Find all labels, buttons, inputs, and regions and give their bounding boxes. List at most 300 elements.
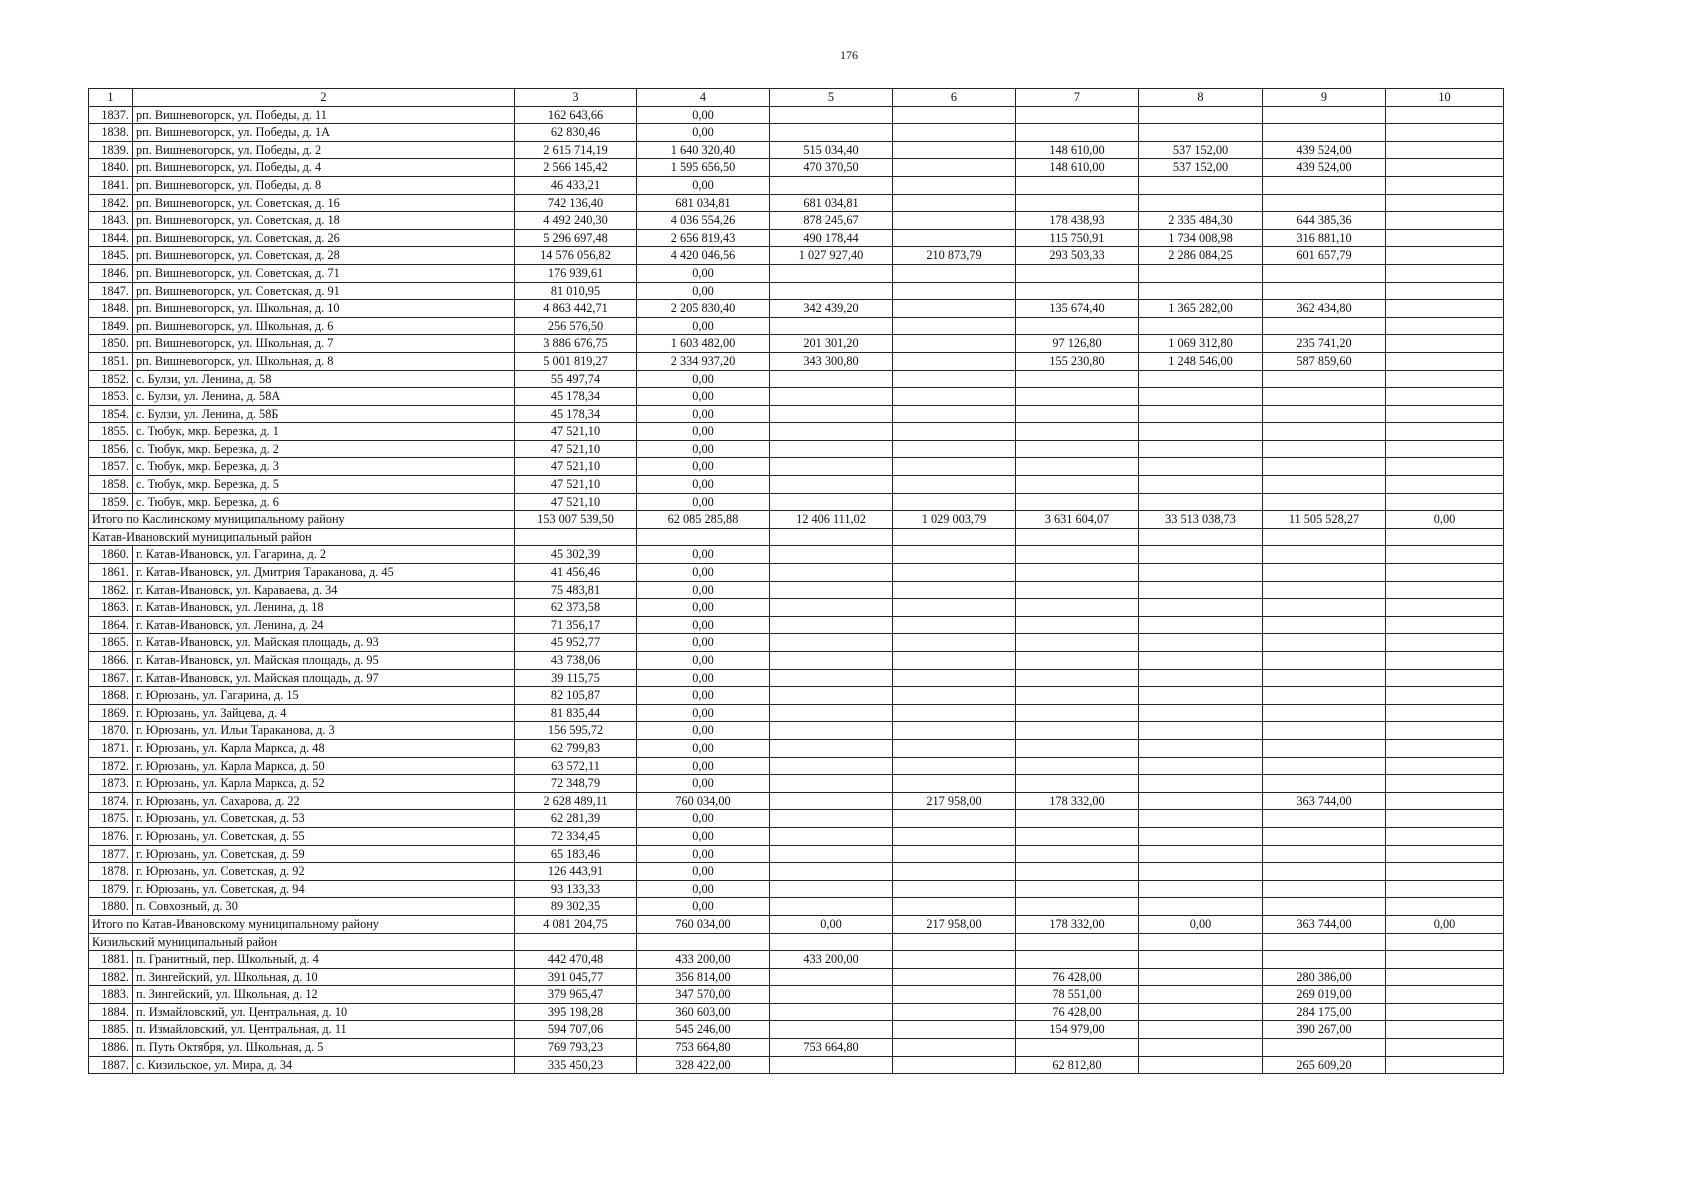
- total-value: 3 631 604,07: [1016, 511, 1139, 529]
- value-cell: 0,00: [637, 493, 770, 511]
- address-cell: г. Юрюзань, ул. Сахарова, д. 22: [133, 792, 515, 810]
- value-cell: 5 296 697,48: [515, 229, 637, 247]
- value-cell: [1386, 1039, 1504, 1057]
- value-cell: [770, 388, 893, 406]
- value-cell: [1139, 652, 1263, 670]
- value-cell: 0,00: [637, 282, 770, 300]
- value-cell: 115 750,91: [1016, 229, 1139, 247]
- value-cell: [1263, 405, 1386, 423]
- value-cell: [1016, 880, 1139, 898]
- table-row: [89, 388, 1504, 406]
- value-cell: [893, 599, 1016, 617]
- table-row: [89, 493, 1504, 511]
- table-row: [89, 986, 1504, 1004]
- value-cell: 97 126,80: [1016, 335, 1139, 353]
- value-cell: [1263, 176, 1386, 194]
- address-cell: г. Катав-Ивановск, ул. Караваева, д. 34: [133, 581, 515, 599]
- value-cell: [1139, 968, 1263, 986]
- value-cell: [893, 757, 1016, 775]
- value-cell: [770, 792, 893, 810]
- address-cell: рп. Вишневогорск, ул. Победы, д. 11: [133, 106, 515, 124]
- address-cell: г. Юрюзань, ул. Карла Маркса, д. 48: [133, 739, 515, 757]
- address-cell: п. Совхозный, д. 30: [133, 898, 515, 916]
- address-cell: с. Кизильское, ул. Мира, д. 34: [133, 1056, 515, 1074]
- value-cell: 433 200,00: [637, 951, 770, 969]
- empty-cell: [770, 528, 893, 546]
- value-cell: 81 835,44: [515, 704, 637, 722]
- value-cell: [1016, 106, 1139, 124]
- total-value: 760 034,00: [637, 915, 770, 933]
- address-cell: г. Катав-Ивановск, ул. Ленина, д. 24: [133, 616, 515, 634]
- value-cell: 545 246,00: [637, 1021, 770, 1039]
- section-label: Катав-Ивановский муниципальный район: [89, 528, 515, 546]
- address-cell: с. Тюбук, мкр. Березка, д. 5: [133, 476, 515, 494]
- value-cell: 4 420 046,56: [637, 247, 770, 265]
- value-cell: 1 248 546,00: [1139, 352, 1263, 370]
- value-cell: [1386, 229, 1504, 247]
- value-cell: [893, 282, 1016, 300]
- value-cell: 0,00: [637, 827, 770, 845]
- table-row: [89, 951, 1504, 969]
- value-cell: 2 286 084,25: [1139, 247, 1263, 265]
- row-number: 1851.: [89, 352, 133, 370]
- table-row: [89, 757, 1504, 775]
- value-cell: [893, 968, 1016, 986]
- address-cell: п. Зингейский, ул. Школьная, д. 12: [133, 986, 515, 1004]
- value-cell: [1263, 880, 1386, 898]
- value-cell: [1139, 440, 1263, 458]
- value-cell: [1263, 704, 1386, 722]
- value-cell: 41 456,46: [515, 564, 637, 582]
- row-number: 1844.: [89, 229, 133, 247]
- value-cell: [1263, 564, 1386, 582]
- value-cell: 0,00: [637, 581, 770, 599]
- value-cell: [1139, 757, 1263, 775]
- address-cell: с. Булзи, ул. Ленина, д. 58А: [133, 388, 515, 406]
- value-cell: [770, 458, 893, 476]
- value-cell: 878 245,67: [770, 212, 893, 230]
- empty-cell: [637, 933, 770, 951]
- value-cell: 2 335 484,30: [1139, 212, 1263, 230]
- column-header-row: [89, 89, 1504, 107]
- value-cell: [1016, 458, 1139, 476]
- value-cell: [1386, 194, 1504, 212]
- value-cell: [1263, 845, 1386, 863]
- row-number: 1883.: [89, 986, 133, 1004]
- value-cell: 62 373,58: [515, 599, 637, 617]
- value-cell: 433 200,00: [770, 951, 893, 969]
- value-cell: [1263, 370, 1386, 388]
- value-cell: [1386, 757, 1504, 775]
- value-cell: [893, 581, 1016, 599]
- value-cell: [1386, 827, 1504, 845]
- value-cell: 356 814,00: [637, 968, 770, 986]
- value-cell: [1263, 757, 1386, 775]
- address-cell: рп. Вишневогорск, ул. Школьная, д. 8: [133, 352, 515, 370]
- value-cell: [893, 388, 1016, 406]
- value-cell: [770, 898, 893, 916]
- value-cell: 439 524,00: [1263, 159, 1386, 177]
- row-number: 1850.: [89, 335, 133, 353]
- value-cell: [893, 458, 1016, 476]
- value-cell: [770, 669, 893, 687]
- address-cell: п. Гранитный, пер. Школьный, д. 4: [133, 951, 515, 969]
- table-row: [89, 352, 1504, 370]
- value-cell: [770, 616, 893, 634]
- value-cell: 47 521,10: [515, 440, 637, 458]
- row-number: 1870.: [89, 722, 133, 740]
- value-cell: 39 115,75: [515, 669, 637, 687]
- value-cell: 0,00: [637, 405, 770, 423]
- value-cell: 62 281,39: [515, 810, 637, 828]
- value-cell: [1016, 370, 1139, 388]
- row-number: 1858.: [89, 476, 133, 494]
- value-cell: 1 640 320,40: [637, 141, 770, 159]
- value-cell: [1263, 282, 1386, 300]
- value-cell: [1263, 810, 1386, 828]
- value-cell: [770, 810, 893, 828]
- total-value: 217 958,00: [893, 915, 1016, 933]
- table-row: [89, 1021, 1504, 1039]
- value-cell: [770, 863, 893, 881]
- value-cell: [1016, 704, 1139, 722]
- address-cell: г. Юрюзань, ул. Ильи Тараканова, д. 3: [133, 722, 515, 740]
- row-number: 1845.: [89, 247, 133, 265]
- table-row: [89, 827, 1504, 845]
- value-cell: [1139, 827, 1263, 845]
- column-header: 7: [1016, 89, 1139, 107]
- table-row: [89, 616, 1504, 634]
- value-cell: [893, 423, 1016, 441]
- address-cell: рп. Вишневогорск, ул. Школьная, д. 6: [133, 317, 515, 335]
- value-cell: 1 069 312,80: [1139, 335, 1263, 353]
- address-cell: рп. Вишневогорск, ул. Школьная, д. 7: [133, 335, 515, 353]
- value-cell: [770, 599, 893, 617]
- column-header: 8: [1139, 89, 1263, 107]
- value-cell: 2 656 819,43: [637, 229, 770, 247]
- value-cell: 78 551,00: [1016, 986, 1139, 1004]
- value-cell: [770, 282, 893, 300]
- value-cell: 442 470,48: [515, 951, 637, 969]
- value-cell: [770, 986, 893, 1004]
- value-cell: 45 952,77: [515, 634, 637, 652]
- row-number: 1854.: [89, 405, 133, 423]
- value-cell: 395 198,28: [515, 1003, 637, 1021]
- value-cell: [1263, 476, 1386, 494]
- value-cell: 2 566 145,42: [515, 159, 637, 177]
- value-cell: 148 610,00: [1016, 141, 1139, 159]
- value-cell: 178 438,93: [1016, 212, 1139, 230]
- value-cell: [1386, 264, 1504, 282]
- empty-cell: [515, 933, 637, 951]
- value-cell: [1386, 669, 1504, 687]
- value-cell: 316 881,10: [1263, 229, 1386, 247]
- total-row: [89, 915, 1504, 933]
- row-number: 1860.: [89, 546, 133, 564]
- value-cell: 265 609,20: [1263, 1056, 1386, 1074]
- value-cell: 47 521,10: [515, 423, 637, 441]
- table-row: [89, 581, 1504, 599]
- value-cell: [893, 739, 1016, 757]
- value-cell: 3 886 676,75: [515, 335, 637, 353]
- total-value: 0,00: [1386, 511, 1504, 529]
- value-cell: [1263, 951, 1386, 969]
- address-cell: г. Юрюзань, ул. Советская, д. 53: [133, 810, 515, 828]
- value-cell: 4 036 554,26: [637, 212, 770, 230]
- value-cell: [1263, 388, 1386, 406]
- value-cell: [893, 124, 1016, 142]
- row-number: 1855.: [89, 423, 133, 441]
- value-cell: 0,00: [637, 124, 770, 142]
- table-row: [89, 300, 1504, 318]
- value-cell: [1016, 757, 1139, 775]
- value-cell: [893, 863, 1016, 881]
- value-cell: [1263, 581, 1386, 599]
- table-row: [89, 476, 1504, 494]
- value-cell: 235 741,20: [1263, 335, 1386, 353]
- row-number: 1864.: [89, 616, 133, 634]
- value-cell: [1016, 264, 1139, 282]
- value-cell: [1386, 616, 1504, 634]
- value-cell: [770, 176, 893, 194]
- value-cell: 280 386,00: [1263, 968, 1386, 986]
- value-cell: [1263, 827, 1386, 845]
- value-cell: [1139, 599, 1263, 617]
- row-number: 1847.: [89, 282, 133, 300]
- value-cell: [1386, 352, 1504, 370]
- value-cell: [770, 370, 893, 388]
- value-cell: [893, 546, 1016, 564]
- value-cell: 0,00: [637, 264, 770, 282]
- value-cell: [1139, 458, 1263, 476]
- table-row: [89, 687, 1504, 705]
- value-cell: 537 152,00: [1139, 159, 1263, 177]
- value-cell: 65 183,46: [515, 845, 637, 863]
- value-cell: [893, 687, 1016, 705]
- table-row: [89, 810, 1504, 828]
- value-cell: [1016, 282, 1139, 300]
- value-cell: [1139, 792, 1263, 810]
- total-value: 0,00: [1139, 915, 1263, 933]
- value-cell: [1386, 687, 1504, 705]
- value-cell: 0,00: [637, 370, 770, 388]
- value-cell: 76 428,00: [1016, 1003, 1139, 1021]
- value-cell: [1139, 388, 1263, 406]
- value-cell: [1263, 898, 1386, 916]
- value-cell: 760 034,00: [637, 792, 770, 810]
- value-cell: 753 664,80: [637, 1039, 770, 1057]
- value-cell: [1386, 476, 1504, 494]
- value-cell: 55 497,74: [515, 370, 637, 388]
- row-number: 1868.: [89, 687, 133, 705]
- value-cell: 93 133,33: [515, 880, 637, 898]
- value-cell: 0,00: [637, 106, 770, 124]
- row-number: 1874.: [89, 792, 133, 810]
- value-cell: 154 979,00: [1016, 1021, 1139, 1039]
- value-cell: [1139, 722, 1263, 740]
- value-cell: 135 674,40: [1016, 300, 1139, 318]
- value-cell: 269 019,00: [1263, 986, 1386, 1004]
- section-label: Кизильский муниципальный район: [89, 933, 515, 951]
- address-cell: г. Катав-Ивановск, ул. Майская площадь, д. 95: [133, 652, 515, 670]
- value-cell: 0,00: [637, 440, 770, 458]
- address-cell: с. Булзи, ул. Ленина, д. 58Б: [133, 405, 515, 423]
- value-cell: [1139, 1003, 1263, 1021]
- value-cell: 2 205 830,40: [637, 300, 770, 318]
- table-row: [89, 1039, 1504, 1057]
- value-cell: [1139, 176, 1263, 194]
- value-cell: [1016, 634, 1139, 652]
- value-cell: [1263, 616, 1386, 634]
- value-cell: [1386, 810, 1504, 828]
- table-row: [89, 229, 1504, 247]
- value-cell: [893, 1056, 1016, 1074]
- row-number: 1887.: [89, 1056, 133, 1074]
- value-cell: [893, 1039, 1016, 1057]
- row-number: 1865.: [89, 634, 133, 652]
- value-cell: [1016, 564, 1139, 582]
- value-cell: [1016, 599, 1139, 617]
- address-cell: г. Юрюзань, ул. Советская, д. 59: [133, 845, 515, 863]
- value-cell: [1016, 493, 1139, 511]
- value-cell: 0,00: [637, 423, 770, 441]
- row-number: 1878.: [89, 863, 133, 881]
- row-number: 1859.: [89, 493, 133, 511]
- value-cell: [893, 493, 1016, 511]
- value-cell: [1386, 880, 1504, 898]
- column-header: 2: [133, 89, 515, 107]
- address-cell: рп. Вишневогорск, ул. Советская, д. 71: [133, 264, 515, 282]
- value-cell: [1016, 810, 1139, 828]
- value-cell: [893, 898, 1016, 916]
- value-cell: [1139, 282, 1263, 300]
- value-cell: [1386, 968, 1504, 986]
- empty-cell: [515, 528, 637, 546]
- value-cell: [1386, 124, 1504, 142]
- value-cell: 0,00: [637, 546, 770, 564]
- value-cell: 537 152,00: [1139, 141, 1263, 159]
- empty-cell: [1016, 933, 1139, 951]
- value-cell: [1386, 141, 1504, 159]
- value-cell: [1386, 176, 1504, 194]
- value-cell: [1016, 863, 1139, 881]
- table-row: [89, 159, 1504, 177]
- row-number: 1839.: [89, 141, 133, 159]
- value-cell: [1386, 898, 1504, 916]
- table-row: [89, 1003, 1504, 1021]
- table-row: [89, 845, 1504, 863]
- value-cell: [893, 986, 1016, 1004]
- row-number: 1843.: [89, 212, 133, 230]
- value-cell: [770, 1056, 893, 1074]
- empty-cell: [893, 528, 1016, 546]
- value-cell: 342 439,20: [770, 300, 893, 318]
- value-cell: [770, 106, 893, 124]
- address-cell: г. Юрюзань, ул. Советская, д. 92: [133, 863, 515, 881]
- value-cell: 47 521,10: [515, 458, 637, 476]
- address-cell: г. Катав-Ивановск, ул. Майская площадь, д. 93: [133, 634, 515, 652]
- value-cell: [1016, 951, 1139, 969]
- value-cell: [893, 476, 1016, 494]
- row-number: 1867.: [89, 669, 133, 687]
- value-cell: [1139, 1021, 1263, 1039]
- value-cell: 0,00: [637, 810, 770, 828]
- value-cell: 217 958,00: [893, 792, 1016, 810]
- value-cell: 363 744,00: [1263, 792, 1386, 810]
- total-value: 11 505 528,27: [1263, 511, 1386, 529]
- value-cell: [770, 827, 893, 845]
- row-number: 1871.: [89, 739, 133, 757]
- value-cell: [1386, 775, 1504, 793]
- value-cell: [1386, 546, 1504, 564]
- address-cell: с. Тюбук, мкр. Березка, д. 2: [133, 440, 515, 458]
- value-cell: [770, 405, 893, 423]
- value-cell: 4 492 240,30: [515, 212, 637, 230]
- row-number: 1885.: [89, 1021, 133, 1039]
- value-cell: [1139, 564, 1263, 582]
- value-cell: 156 595,72: [515, 722, 637, 740]
- value-cell: [893, 722, 1016, 740]
- value-cell: [893, 106, 1016, 124]
- value-cell: [1386, 423, 1504, 441]
- value-cell: [1016, 775, 1139, 793]
- value-cell: [893, 317, 1016, 335]
- value-cell: [1139, 370, 1263, 388]
- value-cell: [1386, 792, 1504, 810]
- value-cell: 0,00: [637, 599, 770, 617]
- value-cell: [893, 300, 1016, 318]
- value-cell: [1386, 335, 1504, 353]
- value-cell: [1139, 423, 1263, 441]
- value-cell: [1139, 880, 1263, 898]
- value-cell: 5 001 819,27: [515, 352, 637, 370]
- value-cell: 0,00: [637, 739, 770, 757]
- value-cell: [1139, 634, 1263, 652]
- value-cell: 89 302,35: [515, 898, 637, 916]
- value-cell: 2 628 489,11: [515, 792, 637, 810]
- value-cell: [1386, 370, 1504, 388]
- value-cell: [893, 880, 1016, 898]
- address-cell: г. Юрюзань, ул. Зайцева, д. 4: [133, 704, 515, 722]
- value-cell: 0,00: [637, 669, 770, 687]
- value-cell: 155 230,80: [1016, 352, 1139, 370]
- total-value: 153 007 539,50: [515, 511, 637, 529]
- value-cell: [893, 845, 1016, 863]
- value-cell: [1386, 1021, 1504, 1039]
- value-cell: [1386, 1056, 1504, 1074]
- row-number: 1841.: [89, 176, 133, 194]
- value-cell: [1016, 827, 1139, 845]
- value-cell: 293 503,33: [1016, 247, 1139, 265]
- value-cell: [1139, 1039, 1263, 1057]
- row-number: 1863.: [89, 599, 133, 617]
- value-cell: [1016, 722, 1139, 740]
- value-cell: 0,00: [637, 704, 770, 722]
- value-cell: 75 483,81: [515, 581, 637, 599]
- value-cell: 335 450,23: [515, 1056, 637, 1074]
- report-table: [88, 88, 1504, 1074]
- value-cell: [1263, 669, 1386, 687]
- value-cell: 343 300,80: [770, 352, 893, 370]
- row-number: 1842.: [89, 194, 133, 212]
- address-cell: рп. Вишневогорск, ул. Советская, д. 18: [133, 212, 515, 230]
- row-number: 1857.: [89, 458, 133, 476]
- value-cell: [1386, 951, 1504, 969]
- table-row: [89, 898, 1504, 916]
- value-cell: 0,00: [637, 564, 770, 582]
- table-row: [89, 739, 1504, 757]
- value-cell: 0,00: [637, 458, 770, 476]
